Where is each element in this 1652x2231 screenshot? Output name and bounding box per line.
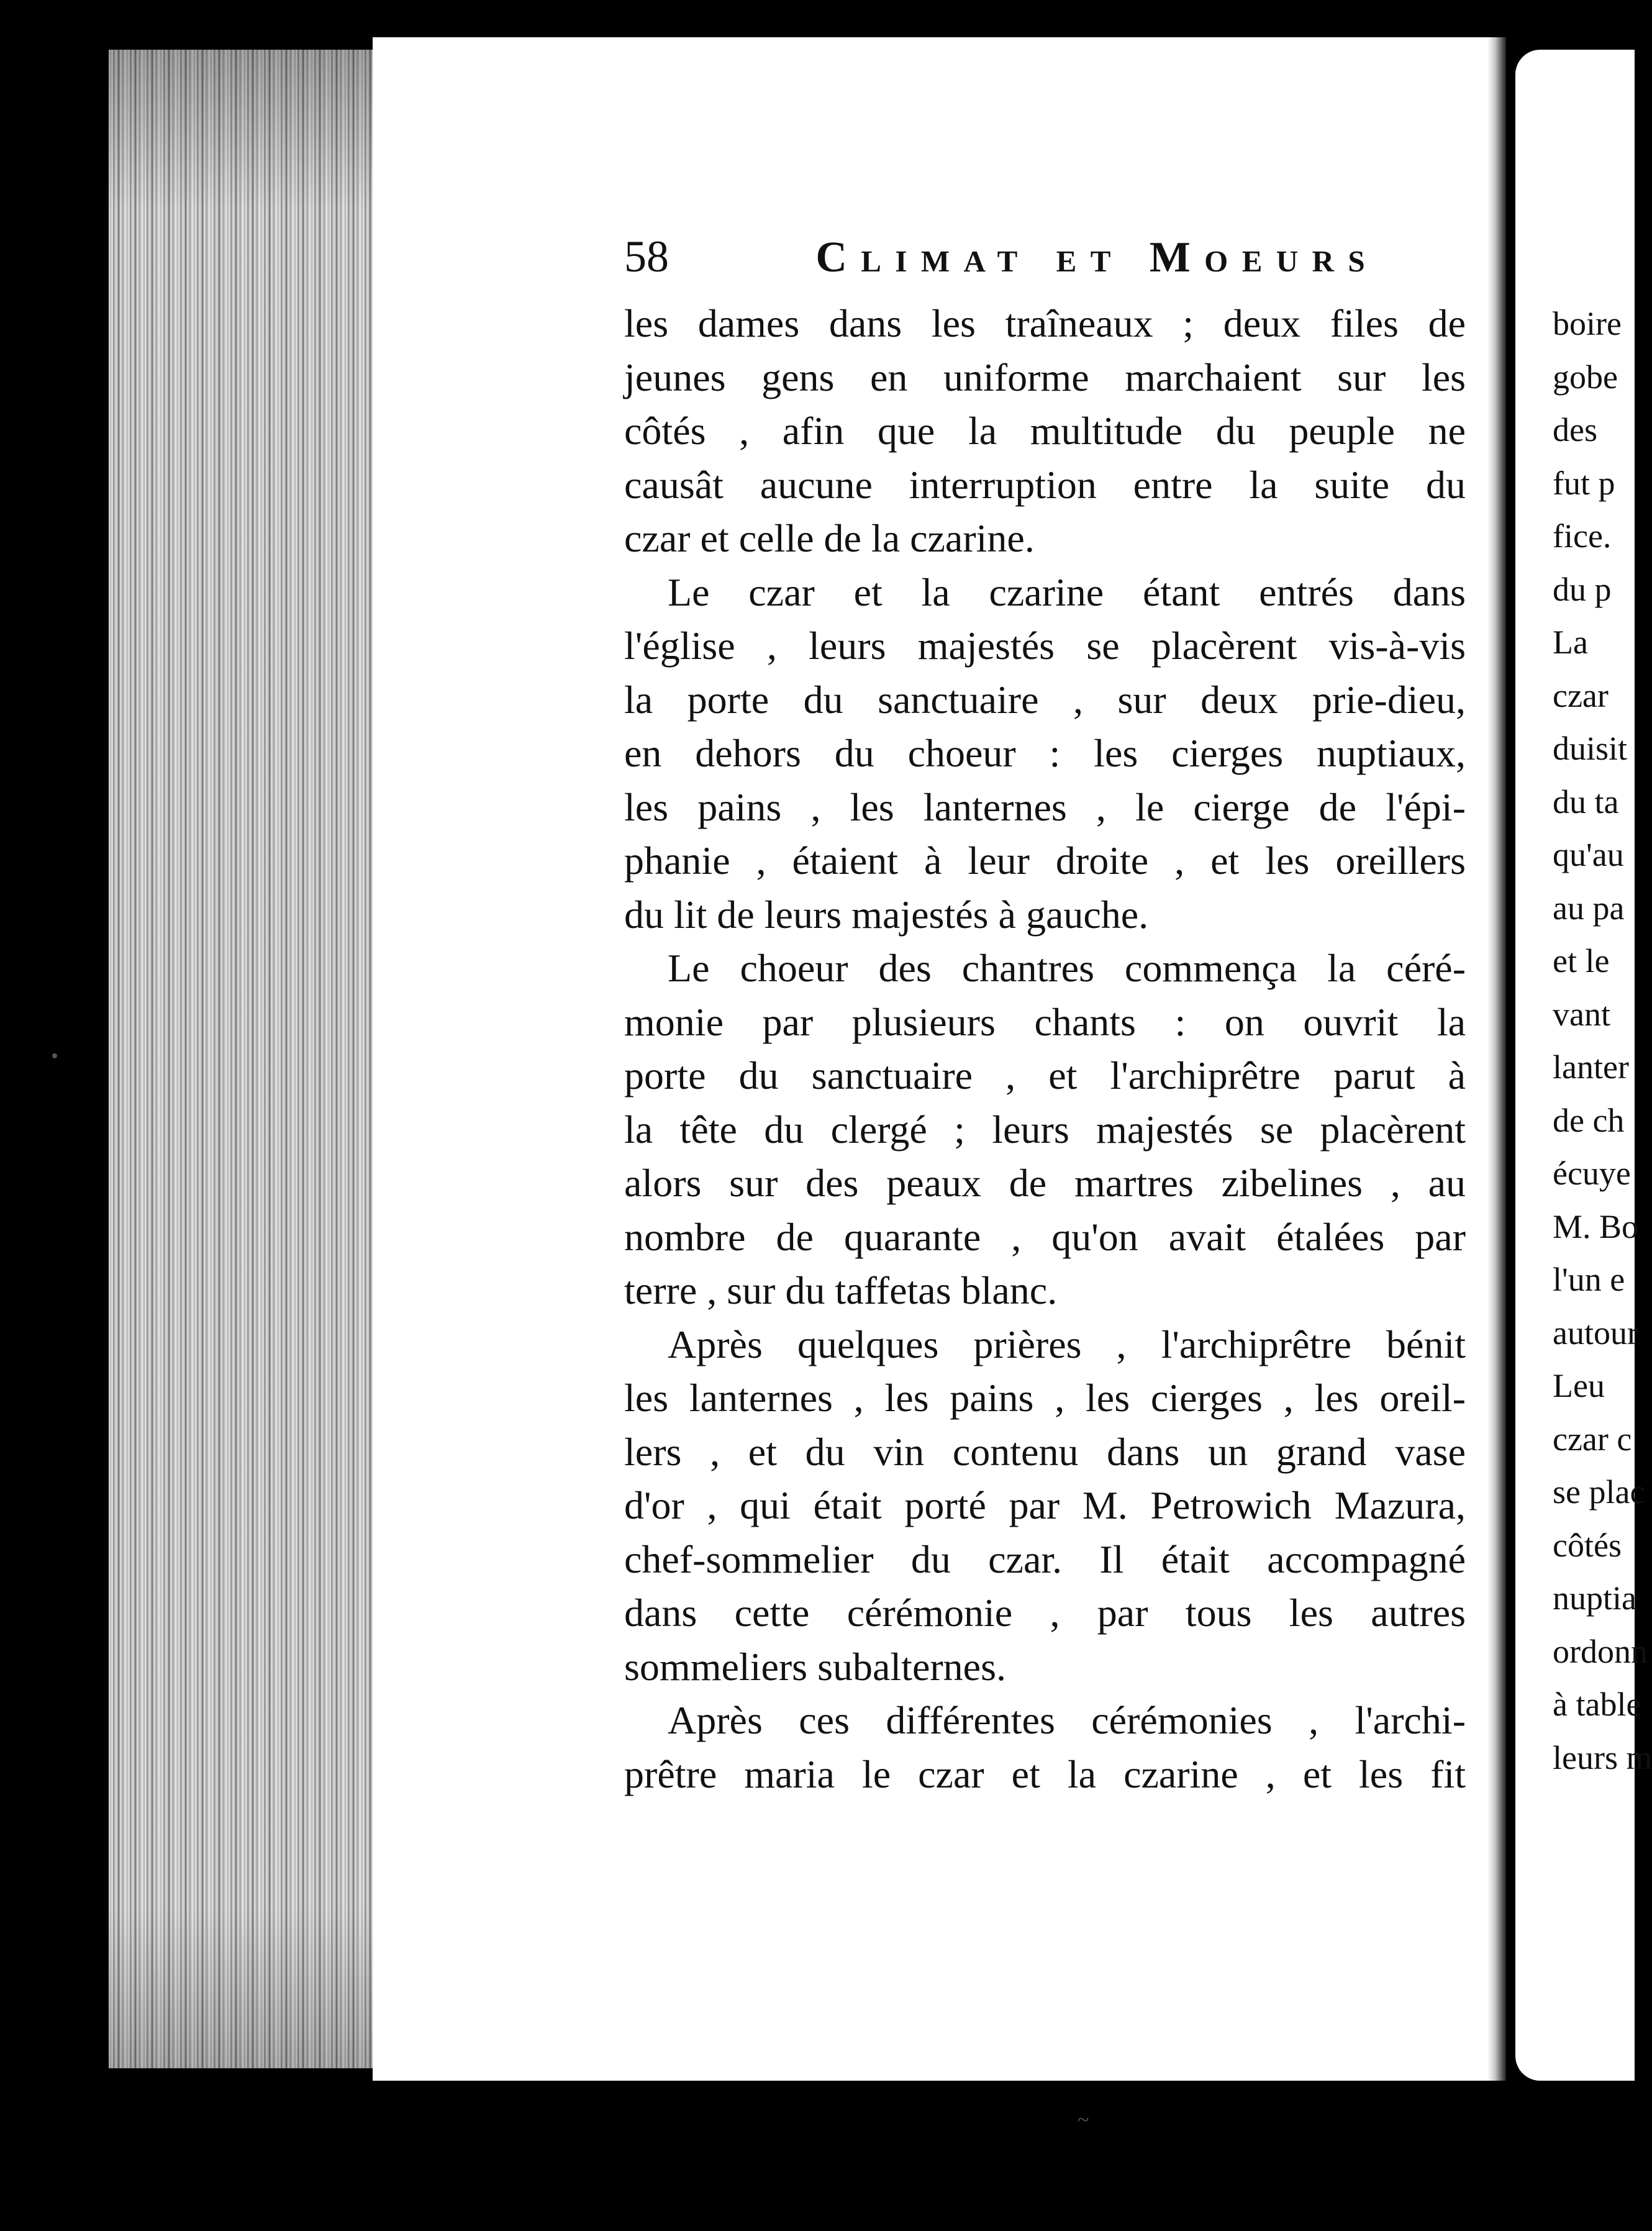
right-page-fragment: vant bbox=[1553, 995, 1610, 1033]
text-line: sommeliers subalternes. bbox=[624, 1644, 1006, 1689]
text-line: phanie , étaient à leur droite , et les oreillers bbox=[624, 838, 1466, 883]
right-page-fragment: lanter bbox=[1553, 1048, 1629, 1086]
text-line: czar et celle de la czarine. bbox=[624, 516, 1035, 560]
text-line: dans cette cérémonie , par tous les autres bbox=[624, 1591, 1466, 1635]
right-page-fragment: se plac bbox=[1553, 1473, 1645, 1511]
right-page-fragment: au pa bbox=[1553, 889, 1625, 927]
text-line: nombre de quarante , qu'on avait étalées par bbox=[624, 1214, 1466, 1259]
scan-speck: ~ bbox=[1078, 2109, 1089, 2132]
text-line: jeunes gens en uniforme marchaient sur les bbox=[624, 355, 1466, 399]
right-page-fragment: qu'au bbox=[1553, 836, 1624, 873]
right-page-fragment: fice. bbox=[1553, 517, 1612, 555]
right-page-fragment: autour bbox=[1553, 1314, 1638, 1352]
text-line: les dames dans les traîneaux ; deux files de bbox=[624, 301, 1466, 345]
right-page-fragment: du p bbox=[1553, 570, 1612, 608]
text-line: lers , et du vin contenu dans un grand vase bbox=[624, 1429, 1466, 1474]
right-page-fragment: écuye bbox=[1553, 1155, 1631, 1192]
text-line: Le choeur des chantres commença la céré- bbox=[668, 946, 1466, 990]
right-page-fragment: gobe bbox=[1553, 358, 1618, 396]
book-gutter bbox=[1487, 37, 1506, 2081]
text-line: côtés , afin que la multitude du peuple ne bbox=[624, 409, 1466, 453]
running-title: Climat et Moeurs bbox=[815, 234, 1379, 281]
right-page-fragment: l'un e bbox=[1553, 1261, 1625, 1298]
right-page-fragment: Leu bbox=[1553, 1367, 1605, 1404]
text-line: Le czar et la czarine étant entrés dans bbox=[668, 570, 1466, 614]
right-page-fragment: M. Bo bbox=[1553, 1207, 1639, 1245]
text-line: du lit de leurs majestés à gauche. bbox=[624, 892, 1149, 937]
body-text bbox=[624, 297, 1466, 1801]
text-line: d'or , qui était porté par M. Petrowich Mazura, bbox=[624, 1483, 1466, 1527]
right-page-fragment: de ch bbox=[1553, 1101, 1625, 1139]
text-line: en dehors du choeur : les cierges nuptiaux, bbox=[624, 731, 1466, 775]
right-page-fragment: duisit bbox=[1553, 730, 1628, 767]
right-page-fragment: leurs m bbox=[1553, 1738, 1652, 1776]
right-page-fragment: nuptia bbox=[1553, 1579, 1636, 1617]
right-page-fragment: czar c bbox=[1553, 1420, 1632, 1458]
text-line: les pains , les lanternes , le cierge de l'épi- bbox=[624, 784, 1466, 829]
right-page-fragment: des bbox=[1553, 411, 1597, 448]
text-line: l'église , leurs majestés se placèrent vis-à-vis bbox=[624, 624, 1466, 668]
text-line: les lanternes , les pains , les cierges , les oreil- bbox=[624, 1376, 1466, 1420]
scan-speck: • bbox=[51, 1045, 58, 1068]
right-page-fragment: fut p bbox=[1553, 464, 1615, 502]
text-line: Après ces différentes cérémonies , l'archi- bbox=[668, 1698, 1466, 1742]
text-line: Après quelques prières , l'archiprêtre bénit bbox=[668, 1322, 1466, 1366]
page-number: 58 bbox=[624, 232, 669, 281]
text-line: chef-sommelier du czar. Il était accompagné bbox=[624, 1537, 1466, 1581]
text-line: la tête du clergé ; leurs majestés se placèrent bbox=[624, 1107, 1466, 1152]
text-line: causât aucune interruption entre la suite du bbox=[624, 462, 1466, 507]
text-line: monie par plusieurs chants : on ouvrit la bbox=[624, 999, 1466, 1044]
right-page-fragment: boire bbox=[1553, 305, 1622, 342]
right-page-fragment: du ta bbox=[1553, 783, 1619, 820]
right-page-fragment: ordonn bbox=[1553, 1632, 1648, 1670]
text-line: alors sur des peaux de martres zibelines , au bbox=[624, 1161, 1466, 1205]
page-edges bbox=[109, 50, 382, 2068]
right-page-fragment: La bbox=[1553, 624, 1588, 661]
text-line: la porte du sanctuaire , sur deux prie-dieu, bbox=[624, 677, 1466, 722]
text-line: terre , sur du taffetas blanc. bbox=[624, 1268, 1058, 1312]
text-line: prêtre maria le czar et la czarine , et les fit bbox=[624, 1752, 1466, 1796]
running-header bbox=[624, 231, 1379, 293]
right-page-fragment: côtés bbox=[1553, 1526, 1622, 1564]
right-page-fragment: czar bbox=[1553, 676, 1609, 714]
right-page-fragment: et le bbox=[1553, 942, 1610, 979]
right-page-fragment: à table bbox=[1553, 1686, 1641, 1723]
text-line: porte du sanctuaire , et l'archiprêtre parut à bbox=[624, 1053, 1466, 1097]
